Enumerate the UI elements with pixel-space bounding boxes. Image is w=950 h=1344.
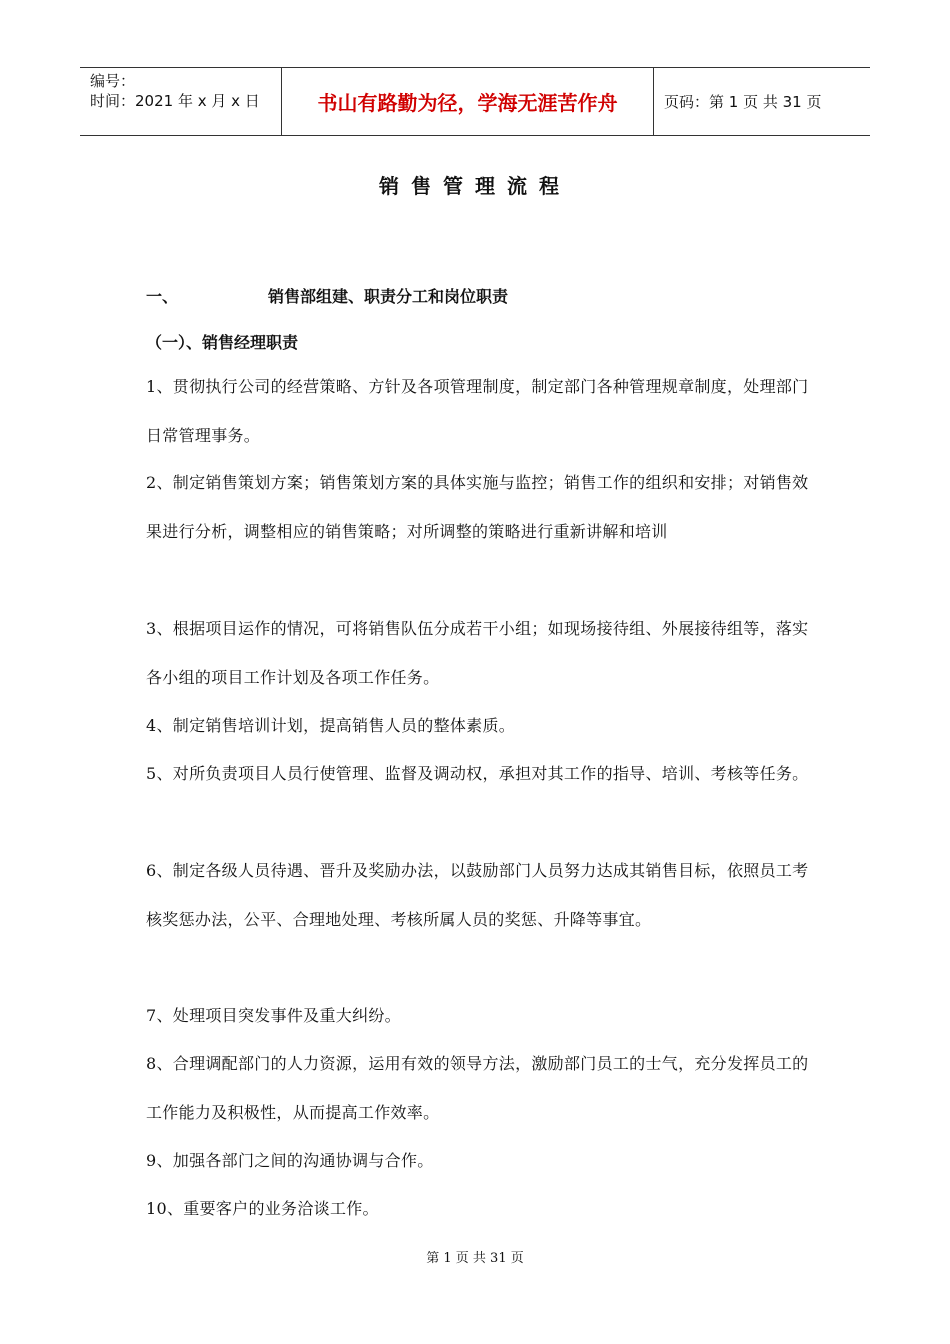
- list-item: 7、处理项目突发事件及重大纠纷。: [146, 1006, 401, 1025]
- header-left-cell: [80, 68, 281, 135]
- motto: 书山有路勤为径，学海无涯苦作舟: [281, 68, 654, 135]
- list-item: 9、加强各部门之间的沟通协调与合作。: [146, 1151, 434, 1170]
- list-item: 4、制定销售培训计划，提高销售人员的整体素质。: [146, 716, 516, 735]
- subsection-heading: （一）、销售经理职责: [146, 333, 299, 352]
- list-item: 6、制定各级人员待遇、晋升及奖励办法，以鼓励部门人员努力达成其销售目标，依照员工考核奖惩办法，公平、合理地处理、考核所属人员的奖惩、升降等事宜。: [146, 861, 809, 929]
- page-footer: 第 1 页 共 31 页: [426, 1251, 524, 1266]
- section-number: 一、: [146, 287, 179, 306]
- list-item: 2、制定销售策划方案；销售策划方案的具体实施与监控；销售工作的组织和安排；对销售效果进行分析，调整相应的销售策略；对所调整的策略进行重新讲解和培训: [146, 473, 809, 541]
- list-item: 8、合理调配部门的人力资源，运用有效的领导方法，激励部门员工的士气，充分发挥员工的工作能力及积极性，从而提高工作效率。: [146, 1054, 809, 1122]
- time-label: 时间：2021 年 x 月 x 日: [90, 92, 260, 110]
- list-item: 5、对所负责项目人员行使管理、监督及调动权，承担对其工作的指导、培训、考核等任务。: [146, 764, 809, 783]
- number-label: 编号：: [90, 72, 136, 90]
- page-info: 页码：第 1 页 共 31 页: [664, 93, 822, 111]
- document-title: 销售管理流程: [379, 174, 571, 198]
- list-item: 3、根据项目运作的情况，可将销售队伍分成若干小组；如现场接待组、外展接待组等，落实各小组的项目工作计划及各项工作任务。: [146, 619, 809, 687]
- list-item: 1、贯彻执行公司的经营策略、方针及各项管理制度，制定部门各种管理规章制度，处理部门日常管理事务。: [146, 377, 809, 445]
- section-title: 销售部组建、职责分工和岗位职责: [268, 287, 509, 306]
- section-heading: [146, 284, 508, 307]
- header-table: [80, 67, 870, 136]
- list-item: 10、重要客户的业务洽谈工作。: [146, 1199, 379, 1218]
